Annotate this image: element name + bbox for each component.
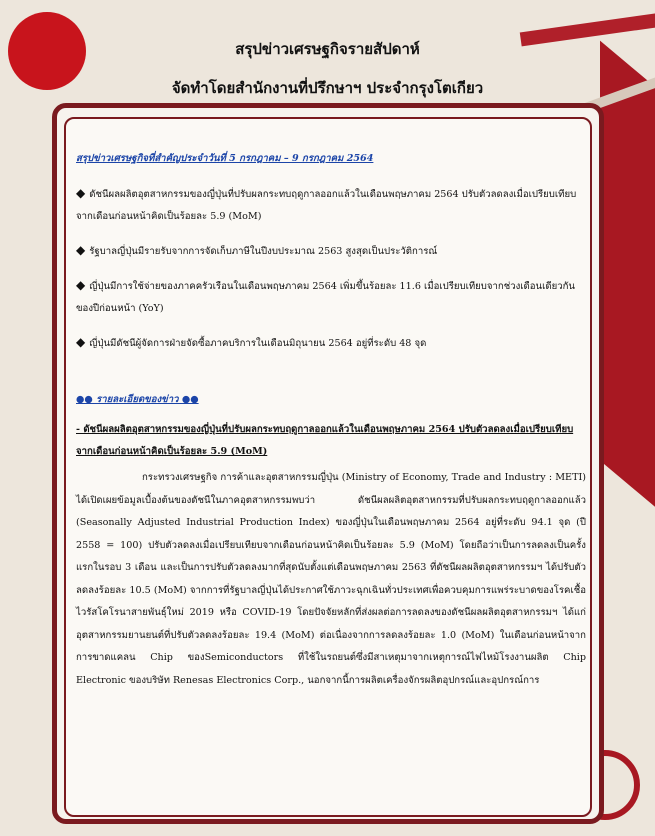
details-heading: ●● รายละเอียดของข่าว ●● [76,394,199,405]
summary-heading: สรุปข่าวเศรษฐกิจที่สำคัญประจำวันที่ 5 กรกฎาคม – 9 กรกฎาคม 2564 [76,153,374,164]
document-subtitle: จัดทำโดยสำนักงานที่ปรึกษาฯ ประจำกรุงโตเกียว [171,79,484,97]
summary-bullet [76,331,586,355]
diamond-bullet-icon: ◆ [76,278,86,292]
document-title: สรุปข่าวเศรษฐกิจรายสัปดาห์ [235,40,420,58]
detail-item-body: กระทรวงเศรษฐกิจ การค้าและอุตสาหกรรมญี่ปุ่น (Ministry of Economy, Trade and Industry : METI) ได้เปิดเผยข้อมูลเบื้องต้นของดัชนีในภาคอุตสาหกรรมพบว่า ดัชนีผลผลิตอุตสาหกรรมที่ปรับผลกระทบฤดูกาลออกแล้ว (Seasonally Adjusted Industrial Production Index) ของญี่ปุ่นในเดือนพฤษภาคม 2564 อยู่ที่ระดับ 94.1 จุด (ปี 2558 = 100) ปรับตัวลดลงเมื่อเปรียบเทียบจากเดือนก่อนหน้าคิดเป็นร้อยละ 5.9 (MoM) โดยถือว่าเป็นการลดลงเป็นครั้งแรกในรอบ 3 เดือน และเป็นการปรับตัวลดลงมากที่สุดนับตั้งแต่เดือนพฤษภาคม 2563 ที่ดัชนีผลผลิตอุตสาหกรรมฯ ได้ปรับตัวลดลงร้อยละ 10.5 (MoM) จากการที่รัฐบาลญี่ปุ่นได้ประกาศใช้ภาวะฉุกเฉินทั่วประเทศเพื่อควบคุมการแพร่ระบาดของโรคเชื้อไวรัสโคโรนาสายพันธุ์ใหม่ 2019 หรือ COVID-19 โดยปัจจัยหลักที่ส่งผลต่อการลดลงของดัชนีผลผลิตอุตสาหกรรมฯ ได้แก่ อุตสาหกรรมยานยนต์ที่ปรับตัวลดลงร้อยละ 19.4 (MoM) ต่อเนื่องจากการลดลงร้อยละ 1.0 (MoM) ในเดือนก่อนหน้าจากการขาดแคลน Chip ของSemiconductors ที่ใช้ในรถยนต์ซึ่งมีสาเหตุมาจากเหตุการณ์ไฟไหม้โรงงานผลิต Chip Electronic ของบริษัท Renesas Electronics Corp., นอกจากนี้การผลิตเครื่องจักรผลิตอุปกรณ์และอุปกรณ์การ [76,472,586,686]
summary-bullet-text: ญี่ปุ่นมีดัชนีผู้จัดการฝ่ายจัดซื้อภาคบริการในเดือนมิถุนายน 2564 อยู่ที่ระดับ 48 จุด [89,338,427,349]
summary-bullet-text: ญี่ปุ่นมีการใช้จ่ายของภาคครัวเรือนในเดือนพฤษภาคม 2564 เพิ่มขึ้นร้อยละ 11.6 เมื่อเปรียบเทียบจากช่วงเดือนเดียวกันของปีก่อนหน้า (YoY) [76,281,575,314]
diamond-bullet-icon: ◆ [76,186,86,200]
diamond-bullet-icon: ◆ [76,335,86,349]
diamond-bullet-icon: ◆ [76,243,86,257]
summary-bullet-text: รัฐบาลญี่ปุ่นมีรายรับจากการจัดเก็บภาษีในปีงบประมาณ 2563 สูงสุดเป็นประวัติการณ์ [89,246,438,257]
summary-bullet [76,274,586,320]
summary-bullet [76,182,586,228]
summary-bullet [76,239,586,263]
detail-item-title: - ดัชนีผลผลิตอุตสาหกรรมของญี่ปุ่นที่ปรับผลกระทบฤดูกาลออกแล้วในเดือนพฤษภาคม 2564 ปรับตัวลดลงเมื่อเปรียบเทียบจากเดือนก่อนหน้าคิดเป็นร้อยละ 5.9 (MoM) [76,424,574,457]
summary-bullet-text: ดัชนีผลผลิตอุตสาหกรรมของญี่ปุ่นที่ปรับผลกระทบฤดูกาลออกแล้วในเดือนพฤษภาคม 2564 ปรับตัวลดลงเมื่อเปรียบเทียบจากเดือนก่อนหน้าคิดเป็นร้อยละ 5.9 (MoM) [76,189,577,222]
right-stripe [600,41,655,520]
document-body [76,148,586,692]
document-header [0,38,655,99]
